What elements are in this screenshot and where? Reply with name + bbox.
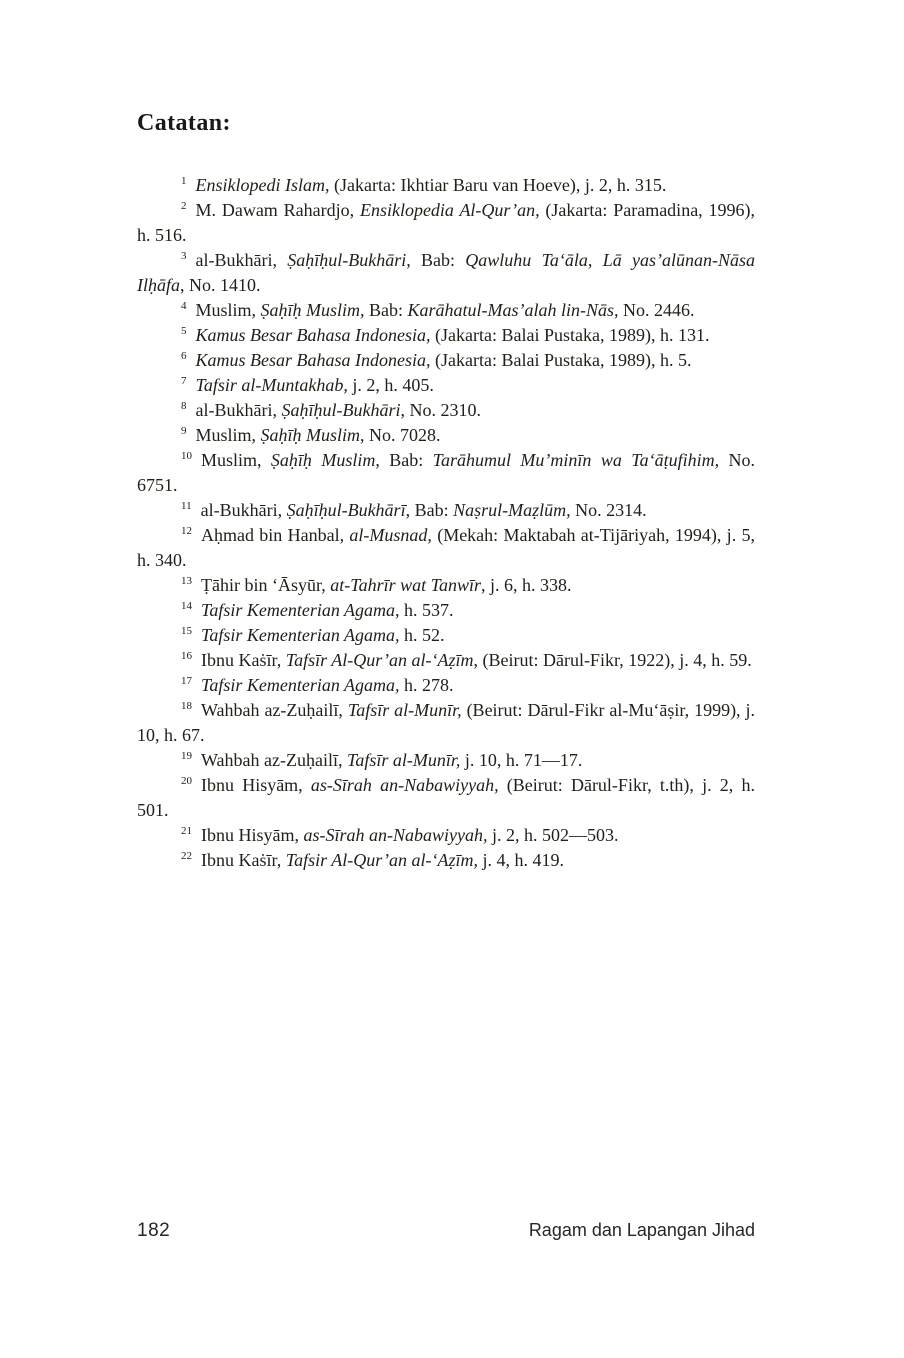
work-title: Tafsīr Al-Qur’an al-‘Aẓīm bbox=[285, 650, 474, 670]
work-title: Qawluhu Ta‘āla, Lā yas’alūnan-Nāsa Ilḥāfa bbox=[137, 250, 755, 295]
footnote-number: 21 bbox=[181, 825, 192, 837]
footnote-16 bbox=[137, 648, 755, 673]
work-title: Ṣaḥīḥul-Bukhāri, bbox=[287, 250, 411, 270]
footnote-11 bbox=[137, 498, 755, 523]
running-title: Ragam dan Lapangan Jihad bbox=[528, 1220, 755, 1240]
footnote-number: 19 bbox=[181, 750, 192, 762]
note-text: , No. 1410. bbox=[180, 275, 261, 295]
work-title: Ṣaḥīḥ Muslim, bbox=[260, 300, 365, 320]
note-text: Ṭāhir bin ‘Āsyūr, bbox=[201, 575, 331, 595]
note-text: al-Bukhāri, bbox=[195, 400, 282, 420]
footnote-number: 11 bbox=[181, 500, 192, 512]
note-text: h. 278. bbox=[399, 675, 454, 695]
footnote-21 bbox=[137, 823, 755, 848]
footnote-number: 16 bbox=[181, 650, 192, 662]
work-title: Tafsir al-Muntakhab, bbox=[195, 375, 348, 395]
note-text: No. 2314. bbox=[570, 500, 647, 520]
footnote-number: 3 bbox=[181, 250, 187, 262]
note-text: , Bab: bbox=[375, 450, 433, 470]
note-text: , No. 2310. bbox=[400, 400, 481, 420]
footnote-20 bbox=[137, 773, 755, 823]
note-text: al-Bukhāri, bbox=[200, 500, 287, 520]
work-title: Tafsir Kementerian Agama, bbox=[201, 625, 400, 645]
footnote-number: 1 bbox=[181, 175, 187, 187]
work-title: Tafsīr al-Munīr, bbox=[347, 750, 461, 770]
note-text: (Jakarta: Balai Pustaka, 1989), h. 5. bbox=[430, 350, 692, 370]
note-text: (Mekah: Maktabah at-Tijāriyah, 1994), j. 5, h. 340. bbox=[137, 525, 755, 570]
footnote-18 bbox=[137, 698, 755, 748]
footnote-22 bbox=[137, 848, 755, 873]
work-title: Tafsir Kementerian Agama, bbox=[201, 600, 400, 620]
work-title: Tarāhumul Mu’minīn wa Ta‘āṭufihim, bbox=[432, 450, 720, 470]
page-footer bbox=[137, 1220, 755, 1242]
note-text: Ibnu Kaṡīr, bbox=[201, 650, 286, 670]
work-title: at-Tahrīr wat Tanwīr bbox=[330, 575, 482, 595]
page-number: 182 bbox=[137, 1220, 171, 1241]
work-title: Ṣaḥīḥ Muslim bbox=[270, 450, 376, 470]
note-text: (Beirut: Dārul-Fikr al-Mu‘āṣir, 1999), j. 10, h. 67. bbox=[137, 700, 755, 745]
footnote-number: 2 bbox=[181, 200, 187, 212]
work-title: Ṣaḥīḥul-Bukhāri bbox=[281, 400, 401, 420]
note-text: Aḥmad bin Hanbal, bbox=[201, 525, 350, 545]
footnote-9 bbox=[137, 423, 755, 448]
footnote-number: 22 bbox=[181, 850, 192, 862]
work-title: Tafsir Al-Qur’an al-‘Aẓīm, bbox=[285, 850, 478, 870]
footnote-4 bbox=[137, 298, 755, 323]
footnote-5 bbox=[137, 323, 755, 348]
note-text: Muslim, bbox=[201, 450, 271, 470]
work-title: as-Sīrah an-Nabawiyyah, bbox=[310, 775, 499, 795]
note-text: (Beirut: Dārul-Fikr, t.th), j. 2, h. 501. bbox=[137, 775, 755, 820]
work-title: al-Musnad, bbox=[349, 525, 432, 545]
note-text: Muslim, bbox=[195, 300, 261, 320]
work-title: Ensiklopedia Al-Qur’an, bbox=[359, 200, 540, 220]
note-text: (Jakarta: Balai Pustaka, 1989), h. 131. bbox=[430, 325, 710, 345]
note-text: Ibnu Hisyām, bbox=[201, 825, 304, 845]
note-text: Bab: bbox=[410, 250, 466, 270]
note-text: j. 2, h. 405. bbox=[347, 375, 434, 395]
note-text: Wahbah az-Zuḥailī, bbox=[201, 750, 347, 770]
footnote-3 bbox=[137, 248, 755, 298]
page-title: Catatan: bbox=[137, 110, 231, 136]
footnote-19 bbox=[137, 748, 755, 773]
footnote-number: 6 bbox=[181, 350, 187, 362]
footnote-number: 18 bbox=[181, 700, 192, 712]
note-text: No. 2446. bbox=[618, 300, 695, 320]
footnote-number: 5 bbox=[181, 325, 187, 337]
footnote-number: 14 bbox=[181, 600, 192, 612]
footnote-7 bbox=[137, 373, 755, 398]
note-text: No. 6751. bbox=[137, 450, 755, 495]
note-text: Ibnu Kaṡīr, bbox=[201, 850, 286, 870]
work-title: Kamus Besar Bahasa Indonesia, bbox=[195, 325, 431, 345]
footnote-17 bbox=[137, 673, 755, 698]
work-title: Ensiklopedi Islam, bbox=[195, 175, 330, 195]
footnote-10 bbox=[137, 448, 755, 498]
footnote-number: 12 bbox=[181, 525, 192, 537]
work-title: Ṣaḥīḥ Muslim bbox=[260, 425, 361, 445]
note-text: h. 52. bbox=[399, 625, 445, 645]
work-title: Tafsir Kementerian Agama, bbox=[201, 675, 400, 695]
note-text: M. Dawam Rahardjo, bbox=[195, 200, 360, 220]
work-title: Tafsīr al-Munīr, bbox=[347, 700, 462, 720]
work-title: Karāhatul-Mas’alah lin-Nās, bbox=[407, 300, 619, 320]
work-title: Ṣaḥīḥul-Bukhārī bbox=[286, 500, 406, 520]
footnote-2 bbox=[137, 198, 755, 248]
note-text: (Jakarta: Ikhtiar Baru van Hoeve), j. 2, h. 315. bbox=[329, 175, 667, 195]
note-text: al-Bukhāri, bbox=[195, 250, 288, 270]
footnote-number: 20 bbox=[181, 775, 192, 787]
footnote-13 bbox=[137, 573, 755, 598]
work-title: Kamus Besar Bahasa Indonesia, bbox=[195, 350, 431, 370]
work-title: Naṣrul-Maẓlūm, bbox=[453, 500, 571, 520]
note-text: Wahbah az-Zuḥailī, bbox=[201, 700, 348, 720]
footnote-15 bbox=[137, 623, 755, 648]
footnote-number: 13 bbox=[181, 575, 192, 587]
text-block bbox=[137, 110, 755, 873]
footnote-8 bbox=[137, 398, 755, 423]
footnote-14 bbox=[137, 598, 755, 623]
note-text: j. 4, h. 419. bbox=[477, 850, 564, 870]
notes-list bbox=[137, 173, 755, 873]
footnote-number: 4 bbox=[181, 300, 187, 312]
footnote-number: 17 bbox=[181, 675, 192, 687]
note-text: Bab: bbox=[364, 300, 408, 320]
note-text: (Jakarta: Paramadina, 1996), h. 516. bbox=[137, 200, 755, 245]
note-text: , Bab: bbox=[405, 500, 454, 520]
footnote-number: 8 bbox=[181, 400, 187, 412]
footnote-number: 10 bbox=[181, 450, 192, 462]
note-text: Ibnu Hisyām, bbox=[201, 775, 311, 795]
note-text: , j. 6, h. 338. bbox=[481, 575, 572, 595]
note-text: Muslim, bbox=[195, 425, 261, 445]
note-text: j. 2, h. 502—503. bbox=[487, 825, 619, 845]
note-text: , No. 7028. bbox=[360, 425, 441, 445]
footnote-12 bbox=[137, 523, 755, 573]
work-title: as-Sīrah an-Nabawiyyah, bbox=[303, 825, 488, 845]
footnote-6 bbox=[137, 348, 755, 373]
footnote-number: 15 bbox=[181, 625, 192, 637]
footnote-number: 9 bbox=[181, 425, 187, 437]
footnote-1 bbox=[137, 173, 755, 198]
note-text: h. 537. bbox=[399, 600, 454, 620]
note-text: j. 10, h. 71—17. bbox=[460, 750, 583, 770]
footnote-number: 7 bbox=[181, 375, 187, 387]
note-text: , (Beirut: Dārul-Fikr, 1922), j. 4, h. 59. bbox=[473, 650, 752, 670]
